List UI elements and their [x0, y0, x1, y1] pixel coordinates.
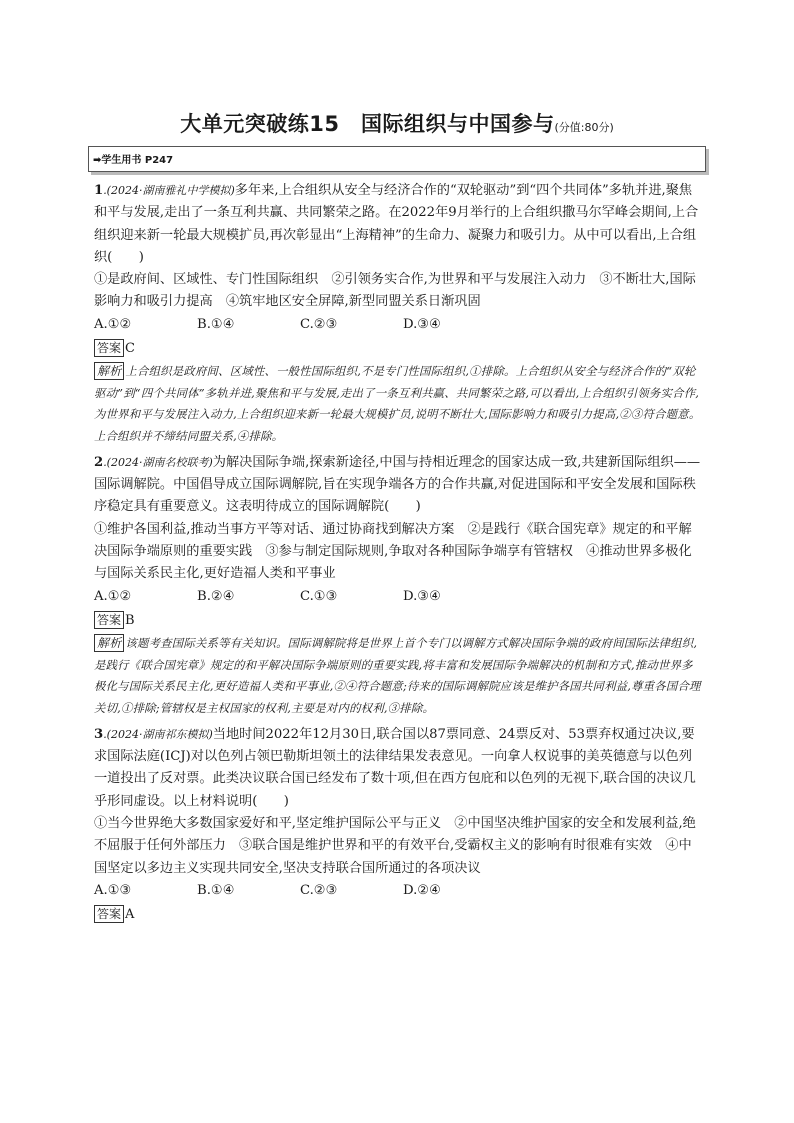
option-c[interactable]: C.②③ — [300, 316, 338, 332]
question-number: 3 — [94, 726, 104, 742]
option-d[interactable]: D.③④ — [403, 316, 441, 332]
options-row — [94, 586, 704, 608]
option-a[interactable]: A.①② — [94, 588, 132, 604]
question-statements: ①是政府间、区域性、专门性国际组织 ②引领务实合作,为世界和平与发展注入动力 ③不断壮大,国际影响力和吸引力提高 ④筑牢地区安全屏障,新型同盟关系日渐巩固 — [94, 272, 696, 310]
option-b[interactable]: B.②④ — [197, 588, 235, 604]
answer-line — [94, 904, 704, 925]
option-d[interactable]: D.③④ — [403, 588, 441, 604]
answer-value: A — [125, 907, 135, 923]
analysis-body: 该题考查国际关系等有关知识。国际调解院将是世界上首个专门以调解方式解决国际争端的政府间国际法律组织,是践行《联合国宪章》规定的和平解决国际争端原则的重要实践,将丰富和发展国际争端解决的机制和方式,推动世界多极化与国际关系民主化,更好造福人类和平事业,②④符合题意;待来的国际调解院应该是维护各国共同利益,尊重各国合理关切,①排除;管辖权是主权国家的权利,主要是对内的权利,③排除。 — [94, 635, 701, 716]
analysis-text — [94, 633, 704, 720]
answer-line — [94, 610, 704, 631]
question-2 — [94, 452, 704, 720]
question-text: 当地时间2022年12月30日,联合国以87票同意、24票反对、53票弃权通过决议,要求国际法庭(ICJ)对以色列占领巴勒斯坦领土的法律结果发表意见。一向拿人权说事的美英德意与以色列一道投出了反对票。此类决议联合国已经发布了数十项,但在西方包庇和以色列的无视下,联合国的决议几乎形同虚设。以上材料说明( ) — [94, 726, 696, 809]
question-number: 1 — [94, 183, 104, 198]
analysis-tag: 解析 — [94, 362, 124, 380]
student-book-bar — [88, 146, 706, 172]
option-d[interactable]: D.②④ — [403, 882, 441, 898]
question-source: .(2024·湖南祁东模拟) — [103, 727, 213, 741]
question-statements: ①维护各国利益,推动当事方平等对话、通过协商找到解决方案 ②是践行《联合国宪章》规定的和平解决国际争端原则的重要实践 ③参与制定国际规则,争取对各种国际争端享有管辖权 ④推动世界多极化与国际关系民主化,更好造福人类和平事业 — [94, 521, 692, 582]
answer-tag: 答案 — [94, 611, 124, 629]
analysis-tag: 解析 — [94, 634, 124, 652]
option-c[interactable]: C.①③ — [300, 588, 338, 604]
question-stem — [94, 180, 704, 269]
option-a[interactable]: A.①③ — [94, 882, 132, 898]
answer-tag: 答案 — [94, 905, 124, 923]
options-row — [94, 880, 704, 902]
answer-value: B — [125, 612, 135, 628]
page-title — [0, 108, 794, 138]
question-statements: ①当今世界绝大多数国家爱好和平,坚定维护国际公平与正义 ②中国坚决维护国家的安全和发展利益,绝不屈服于任何外部压力 ③联合国是维护世界和平的有效平台,受霸权主义的影响有时很难有实效 ④中国坚定以多边主义实现共同安全,坚决支持联合国所通过的各项决议 — [94, 815, 696, 876]
option-b[interactable]: B.①④ — [197, 882, 235, 898]
answer-value: C — [125, 341, 135, 357]
analysis-body: 上合组织是政府间、区域性、一般性国际组织,不是专门性国际组织,①排除。上合组织从安全与经济合作的“双轮驱动”到“四个共同体”多轨并进,聚焦和平与发展,走出了一条互利共赢、共同繁荣之路,可以看出,上合组织引领务实合作,为世界和平与发展注入动力,上合组织迎来新一轮最大规模扩员,说明不断壮大,国际影响力和吸引力提高,②③符合题意。上合组织并不缔结同盟关系,④排除。 — [94, 364, 701, 444]
title-text: 大单元突破练15 国际组织与中国参与 — [180, 112, 555, 136]
question-source: .(2024·湖南名校联考) — [103, 455, 213, 469]
question-number: 2 — [94, 454, 104, 470]
option-c[interactable]: C.②③ — [300, 882, 338, 898]
student-book-label: ➡学生用书 P247 — [93, 155, 174, 166]
options-row — [94, 314, 704, 336]
question-list — [94, 180, 704, 927]
question-text: 多年来,上合组织从安全与经济合作的“双轮驱动”到“四个共同体”多轨并进,聚焦和平与发展,走出了一条互利共赢、共同繁荣之路。在2022年9月举行的上合组织撒马尔罕峰会期间,上合组织迎来新一轮最大规模扩员,再次彰显出“上海精神”的生命力、凝聚力和吸引力。从中可以看出,上合组织( ) — [94, 183, 699, 265]
answer-line — [94, 338, 704, 359]
question-3 — [94, 724, 704, 925]
option-b[interactable]: B.①④ — [197, 316, 235, 332]
question-text: 为解决国际争端,探索新途径,中国与持相近理念的国家达成一致,共建新国际组织——国际调解院。中国倡导成立国际调解院,旨在实现争端各方的合作共赢,对促进国际和平安全发展和国际秩序稳定具有重要意义。这表明待成立的国际调解院( ) — [94, 454, 701, 515]
question-source: .(2024·湖南雅礼中学模拟) — [103, 184, 235, 197]
score-note: (分值:80分) — [554, 121, 614, 134]
answer-tag: 答案 — [94, 339, 124, 357]
question-stem — [94, 724, 704, 813]
option-a[interactable]: A.①② — [94, 316, 132, 332]
question-1 — [94, 180, 704, 448]
question-stem — [94, 452, 704, 519]
analysis-text — [94, 361, 704, 448]
